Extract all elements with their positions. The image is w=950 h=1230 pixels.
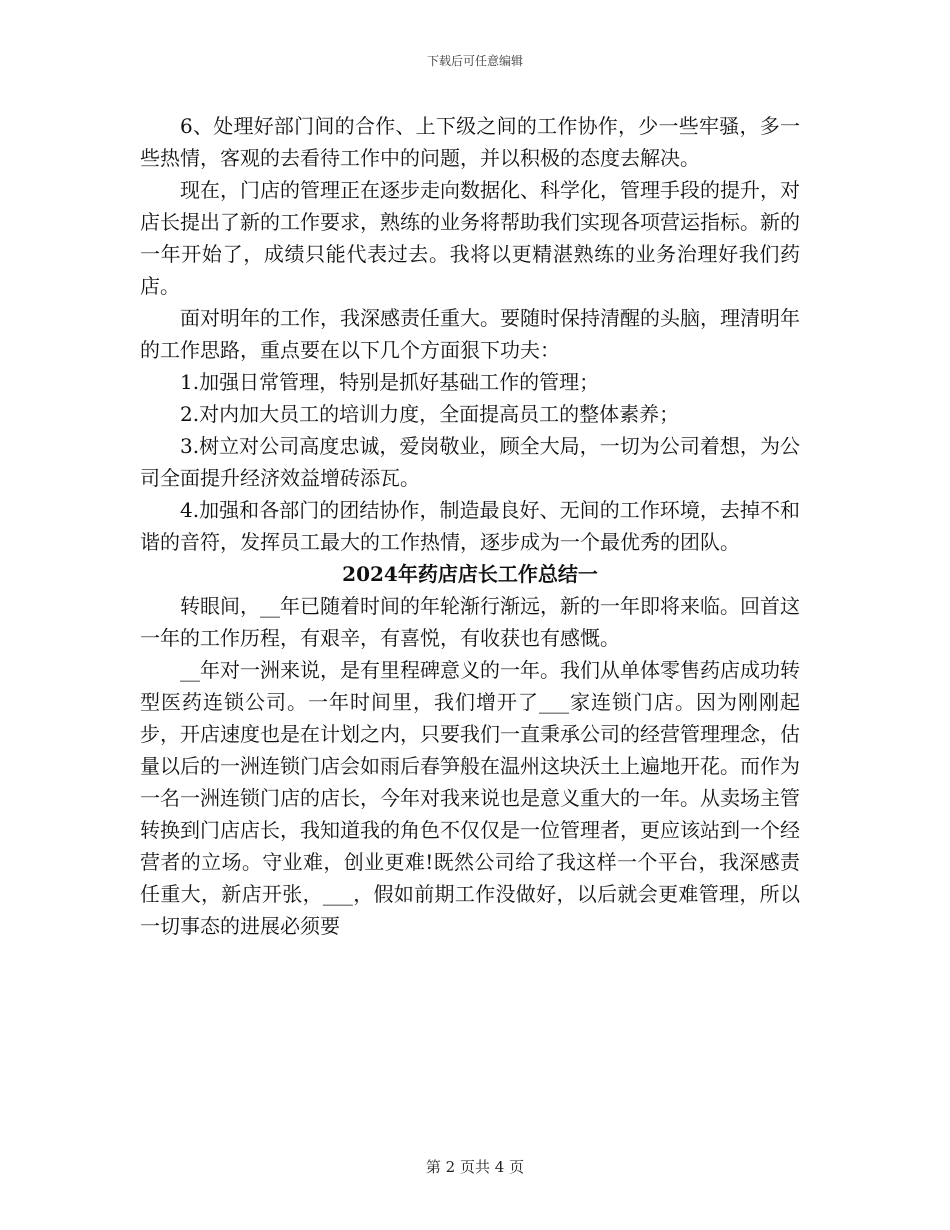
paragraph: __年对一洲来说，是有里程碑意义的一年。我们从单体零售药店成功转型医药连锁公司。一年时间里，我们增开了___家连锁门店。因为刚刚起步，开店速度也是在计划之内，只要我们一直秉承公司的经营管理理念，估量以后的一洲连锁门店会如雨后春笋般在温州这块沃土上遍地开花。而作为一名一洲连锁门店的店长，今年对我来说也是意义重大的一年。从卖场主管转换到门店店长，我知道我的角色不仅仅是一位管理者，更应该站到一个经营者的立场。守业难，创业更难!既然公司给了我这样一个平台，我深感责任重大，新店开张，___，假如前期工作没做好，以后就会更难管理，所以一切事态的进展必须要	[140, 658, 800, 938]
paragraph: 6、处理好部门间的合作、上下级之间的工作协作，少一些牢骚，多一些热情，客观的去看待工作中的问题，并以积极的态度去解决。	[140, 114, 800, 170]
paragraph: 现在，门店的管理正在逐步走向数据化、科学化，管理手段的提升，对店长提出了新的工作要求，熟练的业务将帮助我们实现各项营运指标。新的一年开始了，成绩只能代表过去。我将以更精湛熟练的业务治理好我们药店。	[140, 178, 800, 298]
page-number: 第 2 页共 4 页	[425, 1158, 525, 1176]
list-item: 3.树立对公司高度忠诚，爱岗敬业，顾全大局，一切为公司着想，为公司全面提升经济效益增砖添瓦。	[140, 434, 800, 490]
list-item: 4.加强和各部门的团结协作，制造最良好、无间的工作环境，去掉不和谐的音符，发挥员工最大的工作热情，逐步成为一个最优秀的团队。	[140, 498, 800, 554]
paragraph: 面对明年的工作，我深感责任重大。要随时保持清醒的头脑，理清明年的工作思路，重点要在以下几个方面狠下功夫：	[140, 306, 800, 362]
document-body	[140, 110, 800, 942]
paragraph: 转眼间，__年已随着时间的年轮渐行渐远，新的一年即将来临。回首这一年的工作历程，有艰辛，有喜悦，有收获也有感慨。	[140, 594, 800, 650]
list-item: 1.加强日常管理，特别是抓好基础工作的管理；	[180, 370, 600, 394]
list-item: 2.对内加大员工的培训力度，全面提高员工的整体素养；	[180, 402, 680, 426]
section-title: 2024年药店店长工作总结一	[342, 562, 598, 586]
page-header: 下载后可任意编辑	[426, 54, 523, 68]
